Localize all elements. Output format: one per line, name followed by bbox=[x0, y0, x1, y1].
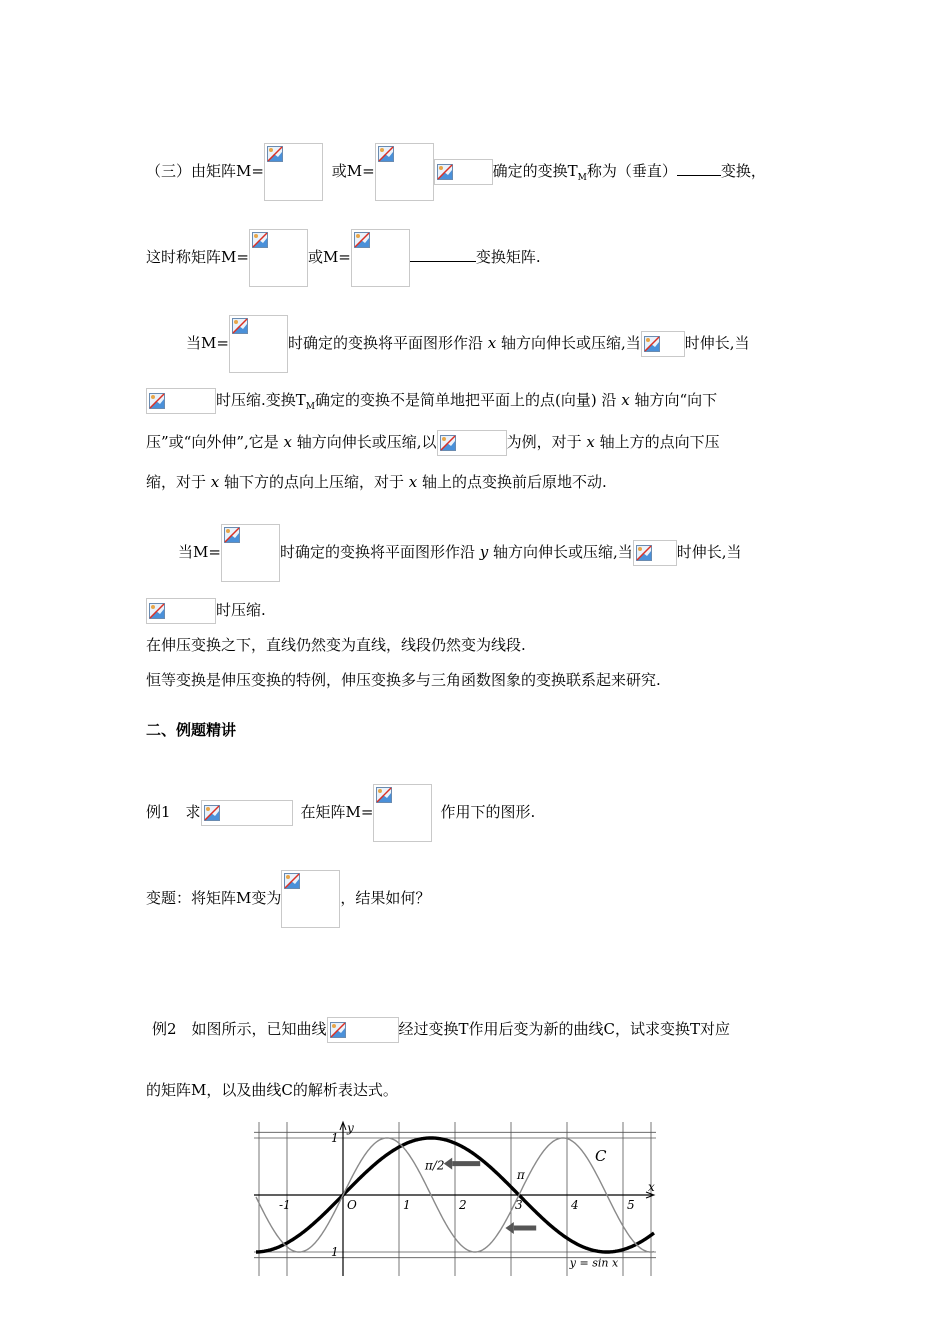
grid bbox=[254, 1122, 656, 1276]
annotation-pi: π bbox=[516, 1168, 525, 1183]
text: 轴方向伸长或压缩,以 bbox=[292, 433, 437, 451]
image-placeholder-icon bbox=[376, 787, 392, 803]
text: 变换， bbox=[720, 162, 766, 180]
text-line-3 bbox=[186, 315, 750, 373]
annotation-c: C bbox=[595, 1146, 607, 1165]
text: 变题：将矩阵M变为 bbox=[146, 889, 282, 907]
x-tick-label: 3 bbox=[515, 1198, 523, 1212]
x-tick-label: -1 bbox=[279, 1198, 291, 1212]
variable: x bbox=[586, 433, 595, 451]
x-tick-label: 1 bbox=[403, 1198, 411, 1212]
matrix-image bbox=[249, 229, 308, 287]
text: 变换矩阵. bbox=[475, 248, 541, 266]
subscript: M bbox=[305, 402, 315, 412]
text-line-7 bbox=[178, 524, 742, 582]
fill-blank[interactable] bbox=[677, 175, 721, 176]
variable: x bbox=[408, 473, 418, 491]
image-placeholder-icon bbox=[437, 164, 453, 180]
image-placeholder-icon bbox=[644, 336, 660, 352]
image-placeholder-icon bbox=[267, 146, 283, 162]
variable: x bbox=[487, 334, 497, 352]
text-line-6 bbox=[146, 472, 607, 492]
text-line-8 bbox=[146, 598, 266, 624]
transform-arrow-head bbox=[505, 1222, 513, 1234]
image-placeholder-icon bbox=[378, 146, 394, 162]
x-tick-label: 2 bbox=[459, 1198, 467, 1212]
annotation-sin: y = sin x bbox=[569, 1256, 619, 1270]
x-axis-label: x bbox=[648, 1180, 655, 1194]
transform-arrow-head bbox=[444, 1158, 452, 1170]
x-tick-label: 4 bbox=[571, 1198, 579, 1212]
text: 时确定的变换将平面图形作沿 bbox=[287, 334, 488, 352]
variable: x bbox=[210, 473, 220, 491]
origin-label: O bbox=[347, 1198, 357, 1212]
text: 时确定的变换将平面图形作沿 bbox=[279, 543, 480, 561]
image-placeholder-icon bbox=[204, 805, 220, 821]
text: 轴方向“向下 bbox=[629, 391, 718, 409]
text: 时压缩.变换T bbox=[216, 391, 306, 409]
annotation-pi-half: π/2 bbox=[424, 1158, 445, 1173]
formula-image bbox=[434, 159, 493, 185]
text: 这时称矩阵M= bbox=[146, 248, 249, 266]
text-line-10: 恒等变换是伸压变换的特例，伸压变换多与三角函数图象的变换联系起来研究. bbox=[146, 671, 661, 689]
text: 或M= bbox=[331, 162, 375, 180]
variant-line bbox=[146, 870, 430, 928]
section-heading: 二、例题精讲 bbox=[146, 721, 237, 739]
text: 确定的变换不是简单地把平面上的点(向量) 沿 bbox=[315, 391, 622, 409]
variable: y bbox=[479, 543, 489, 561]
text: 为例，对于 bbox=[506, 433, 587, 451]
y-tick-label: 1 bbox=[331, 1131, 339, 1145]
matrix-image bbox=[264, 143, 323, 201]
y-axis-label: y bbox=[347, 1121, 354, 1135]
text: 时伸长,当 bbox=[684, 334, 750, 352]
text: 压”或“向外伸”,它是 bbox=[146, 433, 284, 451]
text: 或M= bbox=[307, 248, 351, 266]
y-tick-label: 1 bbox=[331, 1245, 339, 1259]
text-line-9: 在伸压变换之下，直线仍然变为直线，线段仍然变为线段. bbox=[146, 636, 526, 654]
image-placeholder-icon bbox=[232, 318, 248, 334]
subscript: M bbox=[577, 173, 587, 183]
image-placeholder-icon bbox=[284, 873, 300, 889]
sine-graph bbox=[250, 1118, 660, 1280]
x-tick-label: 5 bbox=[627, 1198, 635, 1212]
text: 缩，对于 bbox=[146, 473, 211, 491]
text-line-4 bbox=[146, 388, 717, 417]
text: （三）由矩阵M= bbox=[146, 162, 264, 180]
text: 确定的变换T bbox=[492, 162, 578, 180]
text: 轴上方的点向下压 bbox=[594, 433, 720, 451]
text: 例1 求 bbox=[146, 803, 201, 821]
text-line-1 bbox=[146, 143, 766, 201]
text: ，结果如何？ bbox=[340, 889, 431, 907]
example-1-line bbox=[146, 784, 535, 842]
example-2-line-2: 的矩阵M，以及曲线C的解析表达式。 bbox=[146, 1081, 398, 1099]
matrix-image bbox=[351, 229, 410, 287]
formula-image bbox=[633, 540, 677, 566]
formula-image bbox=[201, 800, 293, 826]
text: 在矩阵M= bbox=[300, 803, 374, 821]
image-placeholder-icon bbox=[149, 603, 165, 619]
formula-image bbox=[327, 1017, 399, 1043]
text: 轴下方的点向上压缩，对于 bbox=[219, 473, 409, 491]
text: 例2 如图所示，已知曲线 bbox=[152, 1020, 327, 1038]
formula-image bbox=[146, 388, 216, 414]
formula-image bbox=[146, 598, 216, 624]
text: 轴方向伸长或压缩,当 bbox=[496, 334, 641, 352]
text-line-2 bbox=[146, 229, 541, 287]
variable: x bbox=[621, 391, 630, 409]
matrix-image bbox=[221, 524, 280, 582]
axes bbox=[254, 1122, 654, 1276]
variable: x bbox=[283, 433, 293, 451]
image-placeholder-icon bbox=[149, 393, 165, 409]
image-placeholder-icon bbox=[224, 527, 240, 543]
matrix-image bbox=[229, 315, 288, 373]
text: 称为（垂直） bbox=[586, 162, 677, 180]
fill-blank[interactable] bbox=[410, 261, 476, 262]
text: 轴方向伸长或压缩,当 bbox=[488, 543, 633, 561]
text: 经过变换T作用后变为新的曲线C，试求变换T对应 bbox=[398, 1020, 731, 1038]
text: 当M= bbox=[178, 543, 221, 561]
formula-image bbox=[437, 430, 507, 456]
matrix-image bbox=[281, 870, 340, 928]
text: 轴上的点变换前后原地不动. bbox=[417, 473, 607, 491]
formula-image bbox=[641, 331, 685, 357]
image-placeholder-icon bbox=[440, 435, 456, 451]
image-placeholder-icon bbox=[354, 232, 370, 248]
matrix-image bbox=[375, 143, 434, 201]
text: 时压缩. bbox=[216, 601, 266, 619]
image-placeholder-icon bbox=[330, 1022, 346, 1038]
text-line-5 bbox=[146, 430, 720, 456]
text: 当M= bbox=[186, 334, 229, 352]
text: 作用下的图形. bbox=[440, 803, 536, 821]
example-2-line bbox=[152, 1017, 730, 1043]
text: 时伸长,当 bbox=[676, 543, 742, 561]
image-placeholder-icon bbox=[636, 545, 652, 561]
matrix-image bbox=[373, 784, 432, 842]
image-placeholder-icon bbox=[252, 232, 268, 248]
